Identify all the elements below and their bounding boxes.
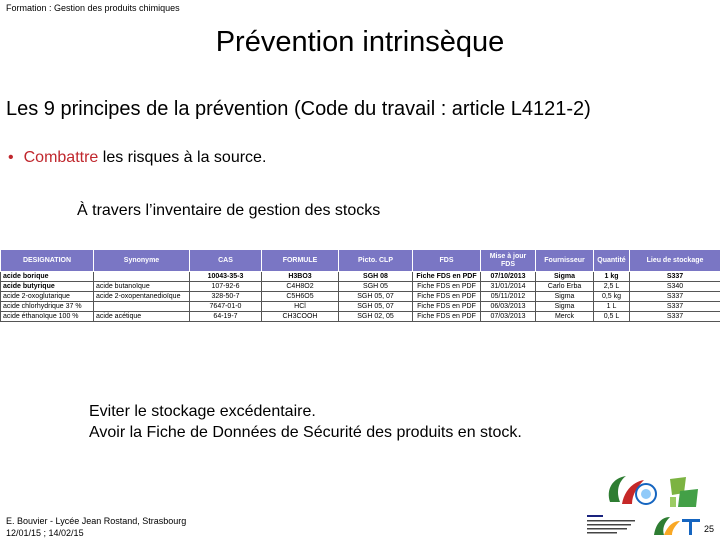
table-row bbox=[1, 282, 720, 292]
cell-storage: S340 bbox=[630, 282, 720, 292]
cell-formule: CH3COOH bbox=[262, 312, 339, 322]
cell-synonyme bbox=[94, 272, 190, 282]
table-row bbox=[1, 302, 720, 312]
cell-synonyme bbox=[94, 302, 190, 312]
cell-storage: S337 bbox=[630, 302, 720, 312]
course-header: Formation : Gestion des produits chimiques bbox=[6, 3, 180, 13]
header-fds: FDS bbox=[413, 250, 481, 272]
cell-supplier: Carlo Erba bbox=[536, 282, 594, 292]
cell-supplier: Sigma bbox=[536, 272, 594, 282]
cell-designation: acide butyrique bbox=[1, 282, 94, 292]
header-lieu-stockage: Lieu de stockage bbox=[630, 250, 720, 272]
bullet-point bbox=[8, 149, 266, 167]
cell-designation: acide éthanoïque 100 % bbox=[1, 312, 94, 322]
cell-synonyme: acide butanoïque bbox=[94, 282, 190, 292]
cell-update-date: 31/01/2014 bbox=[481, 282, 536, 292]
cell-picto: SGH 05, 07 bbox=[339, 302, 413, 312]
ministere-logo bbox=[585, 511, 637, 537]
tredi-logo bbox=[652, 513, 702, 537]
cell-picto: SGH 02, 05 bbox=[339, 312, 413, 322]
cell-supplier: Sigma bbox=[536, 292, 594, 302]
advice-line-stock: Eviter le stockage excédentaire. bbox=[89, 403, 316, 420]
fds-link[interactable]: Fiche FDS en PDF bbox=[413, 272, 481, 282]
fds-link[interactable]: Fiche FDS en PDF bbox=[413, 292, 481, 302]
cell-synonyme: acide 2-oxopentanedioïque bbox=[94, 292, 190, 302]
header-quantite: Quantité bbox=[594, 250, 630, 272]
cell-cas: 10043-35-3 bbox=[190, 272, 262, 282]
cell-storage: S337 bbox=[630, 272, 720, 282]
cell-cas: 328-50-7 bbox=[190, 292, 262, 302]
cell-cas: 7647-01-0 bbox=[190, 302, 262, 312]
bullet-accent-text: Combattre bbox=[23, 149, 99, 166]
cell-designation: acide 2-oxoglutarique bbox=[1, 292, 94, 302]
header-formule: FORMULE bbox=[262, 250, 339, 272]
cell-update-date: 07/03/2013 bbox=[481, 312, 536, 322]
header-mise-a-jour: Mise à jour FDS bbox=[481, 250, 536, 272]
cell-cas: 107-92-6 bbox=[190, 282, 262, 292]
cell-formule: C5H6O5 bbox=[262, 292, 339, 302]
cell-picto: SGH 08 bbox=[339, 272, 413, 282]
academie-logo bbox=[602, 470, 658, 512]
cell-formule: H3BO3 bbox=[262, 272, 339, 282]
cell-designation: acide borique bbox=[1, 272, 94, 282]
table-row bbox=[1, 312, 720, 322]
cell-storage: S337 bbox=[630, 312, 720, 322]
slide-subtitle: Les 9 principes de la prévention (Code du travail : article L4121-2) bbox=[6, 98, 591, 120]
cell-picto: SGH 05, 07 bbox=[339, 292, 413, 302]
table-header-row bbox=[1, 250, 720, 272]
header-fournisseur: Fournisseur bbox=[536, 250, 594, 272]
table-row bbox=[1, 292, 720, 302]
advice-block bbox=[89, 401, 522, 443]
cell-update-date: 06/03/2013 bbox=[481, 302, 536, 312]
header-designation: DESIGNATION bbox=[1, 250, 94, 272]
fds-link[interactable]: Fiche FDS en PDF bbox=[413, 302, 481, 312]
cell-synonyme: acide acétique bbox=[94, 312, 190, 322]
bullet-text: les risques à la source. bbox=[98, 149, 267, 166]
footer-dates: 12/01/15 ; 14/02/15 bbox=[6, 528, 84, 538]
cell-designation: acide chlorhydrique 37 % bbox=[1, 302, 94, 312]
header-synonyme: Synonyme bbox=[94, 250, 190, 272]
cell-formule: HCl bbox=[262, 302, 339, 312]
cell-formule: C4H8O2 bbox=[262, 282, 339, 292]
cell-update-date: 07/10/2013 bbox=[481, 272, 536, 282]
inventory-line: À travers l’inventaire de gestion des stocks bbox=[77, 202, 381, 219]
fds-link[interactable]: Fiche FDS en PDF bbox=[413, 282, 481, 292]
footer-author: E. Bouvier - Lycée Jean Rostand, Strasbourg bbox=[6, 516, 187, 526]
table-row bbox=[1, 272, 720, 282]
cell-supplier: Sigma bbox=[536, 302, 594, 312]
cell-quantity: 2,5 L bbox=[594, 282, 630, 292]
cell-quantity: 0,5 L bbox=[594, 312, 630, 322]
cell-quantity: 0,5 kg bbox=[594, 292, 630, 302]
header-picto-clp: Picto. CLP bbox=[339, 250, 413, 272]
footer-credits bbox=[6, 515, 186, 539]
cell-storage: S337 bbox=[630, 292, 720, 302]
cell-cas: 64-19-7 bbox=[190, 312, 262, 322]
header-cas: CAS bbox=[190, 250, 262, 272]
cell-quantity: 1 kg bbox=[594, 272, 630, 282]
page-number: 25 bbox=[703, 524, 714, 534]
region-alsace-logo bbox=[664, 473, 704, 513]
stock-inventory-table bbox=[0, 249, 720, 322]
advice-line-fds: Avoir la Fiche de Données de Sécurité des produits en stock. bbox=[89, 424, 522, 441]
cell-update-date: 05/11/2012 bbox=[481, 292, 536, 302]
slide-title: Prévention intrinsèque bbox=[215, 26, 505, 58]
cell-quantity: 1 L bbox=[594, 302, 630, 312]
bullet-icon: • bbox=[8, 149, 14, 166]
fds-link[interactable]: Fiche FDS en PDF bbox=[413, 312, 481, 322]
cell-supplier: Merck bbox=[536, 312, 594, 322]
cell-picto: SGH 05 bbox=[339, 282, 413, 292]
